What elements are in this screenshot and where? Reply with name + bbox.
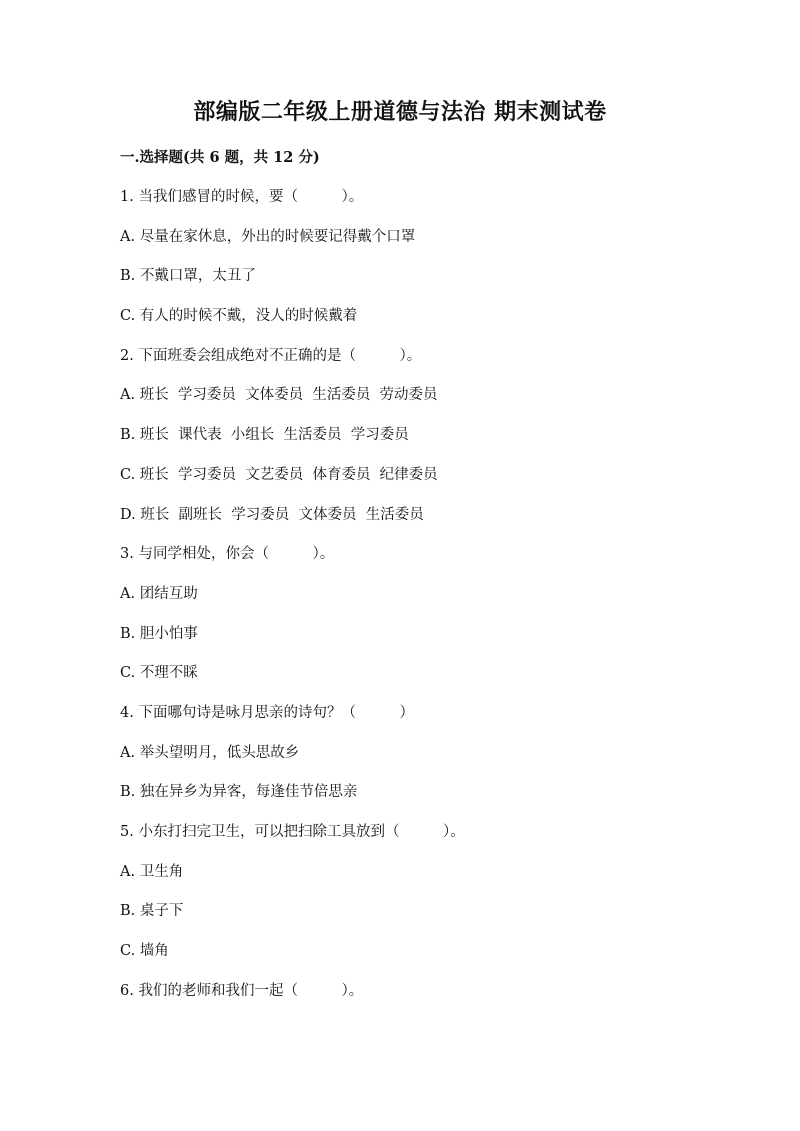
question-4-option-b: B. 独在异乡为异客，每逢佳节倍思亲 [120, 784, 358, 801]
question-4-stem: 4. 下面哪句诗是咏月思亲的诗句？（ ） [120, 704, 414, 721]
question-3-option-c: C. 不理不睬 [120, 665, 198, 682]
page-title: 部编版二年级上册道德与法治 期末测试卷 [193, 99, 607, 125]
question-2-option-c: C. 班长 学习委员 文艺委员 体育委员 纪律委员 [120, 466, 438, 483]
question-5-option-b: B. 桌子下 [120, 903, 184, 920]
question-2-option-d: D. 班长 副班长 学习委员 文体委员 生活委员 [120, 506, 424, 523]
question-4-option-a: A. 举头望明月，低头思故乡 [120, 744, 300, 761]
question-3-option-a: A. 团结互助 [120, 585, 198, 602]
question-2-stem: 2. 下面班委会组成绝对不正确的是（ ）。 [120, 347, 422, 364]
question-5-option-a: A. 卫生角 [120, 863, 184, 880]
question-2-option-b: B. 班长 课代表 小组长 生活委员 学习委员 [120, 427, 409, 444]
question-5-stem: 5. 小东打扫完卫生，可以把扫除工具放到（ ）。 [120, 824, 465, 840]
question-3-option-b: B. 胆小怕事 [120, 625, 198, 642]
question-6-stem: 6. 我们的老师和我们一起（ ）。 [120, 982, 364, 999]
question-1-option-c: C. 有人的时候不戴，没人的时候戴着 [120, 308, 358, 325]
question-2-option-a: A. 班长 学习委员 文体委员 生活委员 劳动委员 [120, 387, 438, 404]
question-1-option-b: B. 不戴口罩，太丑了 [120, 268, 256, 285]
question-1-option-a: A. 尽量在家休息，外出的时候要记得戴个口罩 [120, 228, 416, 245]
section-heading: 一.选择题(共 6 题，共 12 分) [120, 149, 320, 166]
question-5-option-c: C. 墙角 [120, 943, 169, 960]
question-list [120, 185, 720, 1018]
question-3-stem: 3. 与同学相处，你会（ ）。 [120, 546, 335, 563]
question-1-stem: 1. 当我们感冒的时候，要（ ）。 [120, 189, 364, 205]
